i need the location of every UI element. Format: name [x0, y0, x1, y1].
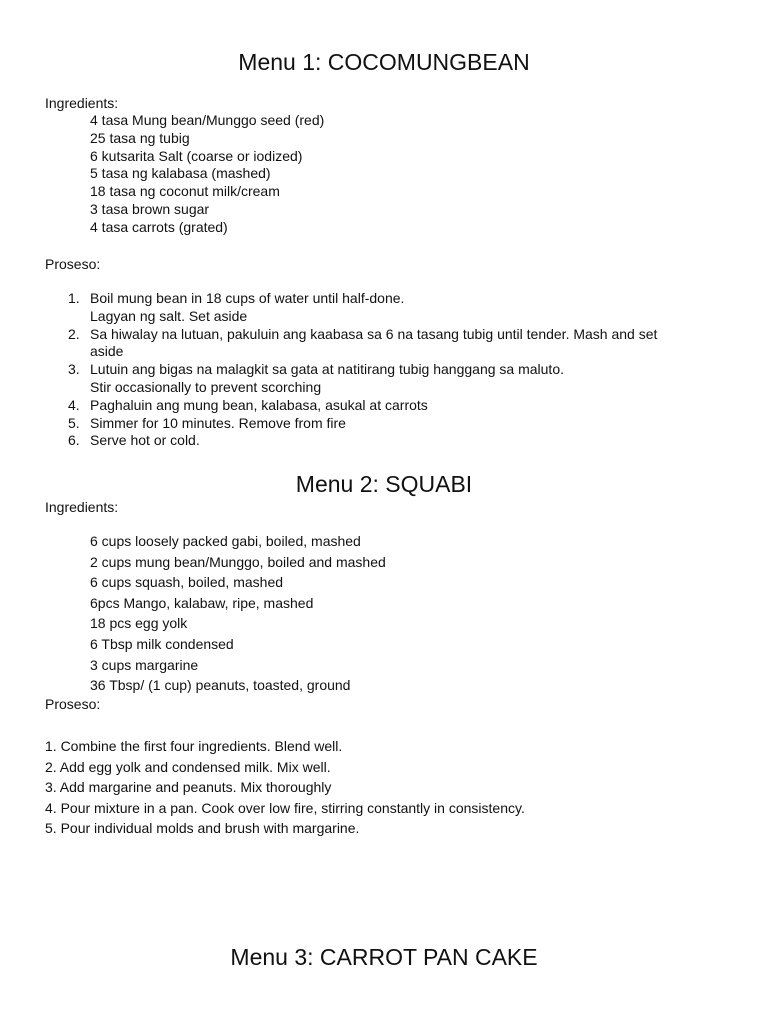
ingredient-item: 4 tasa carrots (grated)	[90, 218, 228, 235]
ingredient-item: 3 cups margarine	[90, 656, 199, 673]
ingredient-item: 36 Tbsp/ (1 cup) peanuts, toasted, ground	[90, 677, 351, 694]
step-item	[45, 415, 725, 433]
step-number: 4.	[68, 396, 80, 413]
ingredient-item: 3 tasa brown sugar	[90, 200, 210, 217]
menu1-title: Menu 1: COCOMUNGBEAN	[238, 49, 530, 75]
step-item	[45, 326, 725, 362]
step-text: Stir occasionally to prevent scorching	[90, 378, 322, 395]
step-text: Lagyan ng salt. Set aside	[90, 307, 248, 324]
step-text: Boil mung bean in 18 cups of water until half-done.	[90, 290, 405, 306]
menu2-ingredients-list	[90, 531, 386, 696]
menu2-title: Menu 2: SQUABI	[295, 471, 473, 497]
ingredient-item: 5 tasa ng kalabasa (mashed)	[90, 165, 271, 182]
step-text: Lutuin ang bigas na malagkit sa gata at natitirang tubig hanggang sa maluto.	[90, 361, 564, 378]
step-number: 2.	[68, 325, 80, 342]
ingredient-item: 4 tasa Mung bean/Munggo seed (red)	[90, 112, 325, 128]
menu1-proseso-label: Proseso:	[45, 256, 101, 272]
step-text: Sa hiwalay na lutuan, pakuluin ang kaabasa sa 6 na tasang tubig until tender. Mash and set	[90, 325, 658, 342]
ingredient-item: 6 kutsarita Salt (coarse or iodized)	[90, 147, 303, 164]
step-item: 4. Pour mixture in a pan. Cook over low fire, stirring constantly in consistency.	[45, 799, 525, 816]
ingredient-item: 6pcs Mango, kalabaw, ripe, mashed	[90, 594, 314, 611]
step-text: aside	[90, 343, 124, 360]
step-item	[45, 290, 725, 326]
step-item: 2. Add egg yolk and condensed milk. Mix well.	[45, 758, 331, 775]
menu1-steps-list	[45, 290, 725, 450]
menu1-ingredients-label: Ingredients:	[45, 95, 119, 111]
ingredient-item: 6 cups squash, boiled, mashed	[90, 574, 284, 591]
menu2-steps-list	[45, 736, 525, 839]
step-text: Paghaluin ang mung bean, kalabasa, asukal at carrots	[90, 396, 428, 413]
step-item: 1. Combine the first four ingredients. Blend well.	[45, 738, 343, 754]
ingredient-item: 2 cups mung bean/Munggo, boiled and mashed	[90, 553, 386, 570]
step-number: 1.	[68, 290, 80, 306]
menu2-ingredients-label: Ingredients:	[45, 499, 119, 515]
ingredient-item: 6 Tbsp milk condensed	[90, 635, 234, 652]
step-text: Simmer for 10 minutes. Remove from fire	[90, 414, 346, 431]
ingredient-item: 6 cups loosely packed gabi, boiled, mashed	[90, 533, 361, 549]
ingredient-item: 18 pcs egg yolk	[90, 615, 188, 632]
ingredient-item: 18 tasa ng coconut milk/cream	[90, 183, 280, 200]
ingredient-item: 25 tasa ng tubig	[90, 129, 190, 146]
step-number: 5.	[68, 414, 80, 431]
step-item	[45, 397, 725, 415]
step-item: 3. Add margarine and peanuts. Mix thoroughly	[45, 779, 332, 796]
step-item	[45, 432, 725, 450]
step-item	[45, 361, 725, 397]
step-number: 3.	[68, 361, 80, 378]
step-number: 6.	[68, 432, 80, 449]
step-text: Serve hot or cold.	[90, 432, 200, 449]
step-item: 5. Pour individual molds and brush with margarine.	[45, 820, 360, 837]
menu2-proseso-label: Proseso:	[45, 696, 101, 712]
menu3-title: Menu 3: CARROT PAN CAKE	[230, 944, 538, 970]
menu1-ingredients-list	[90, 112, 324, 237]
